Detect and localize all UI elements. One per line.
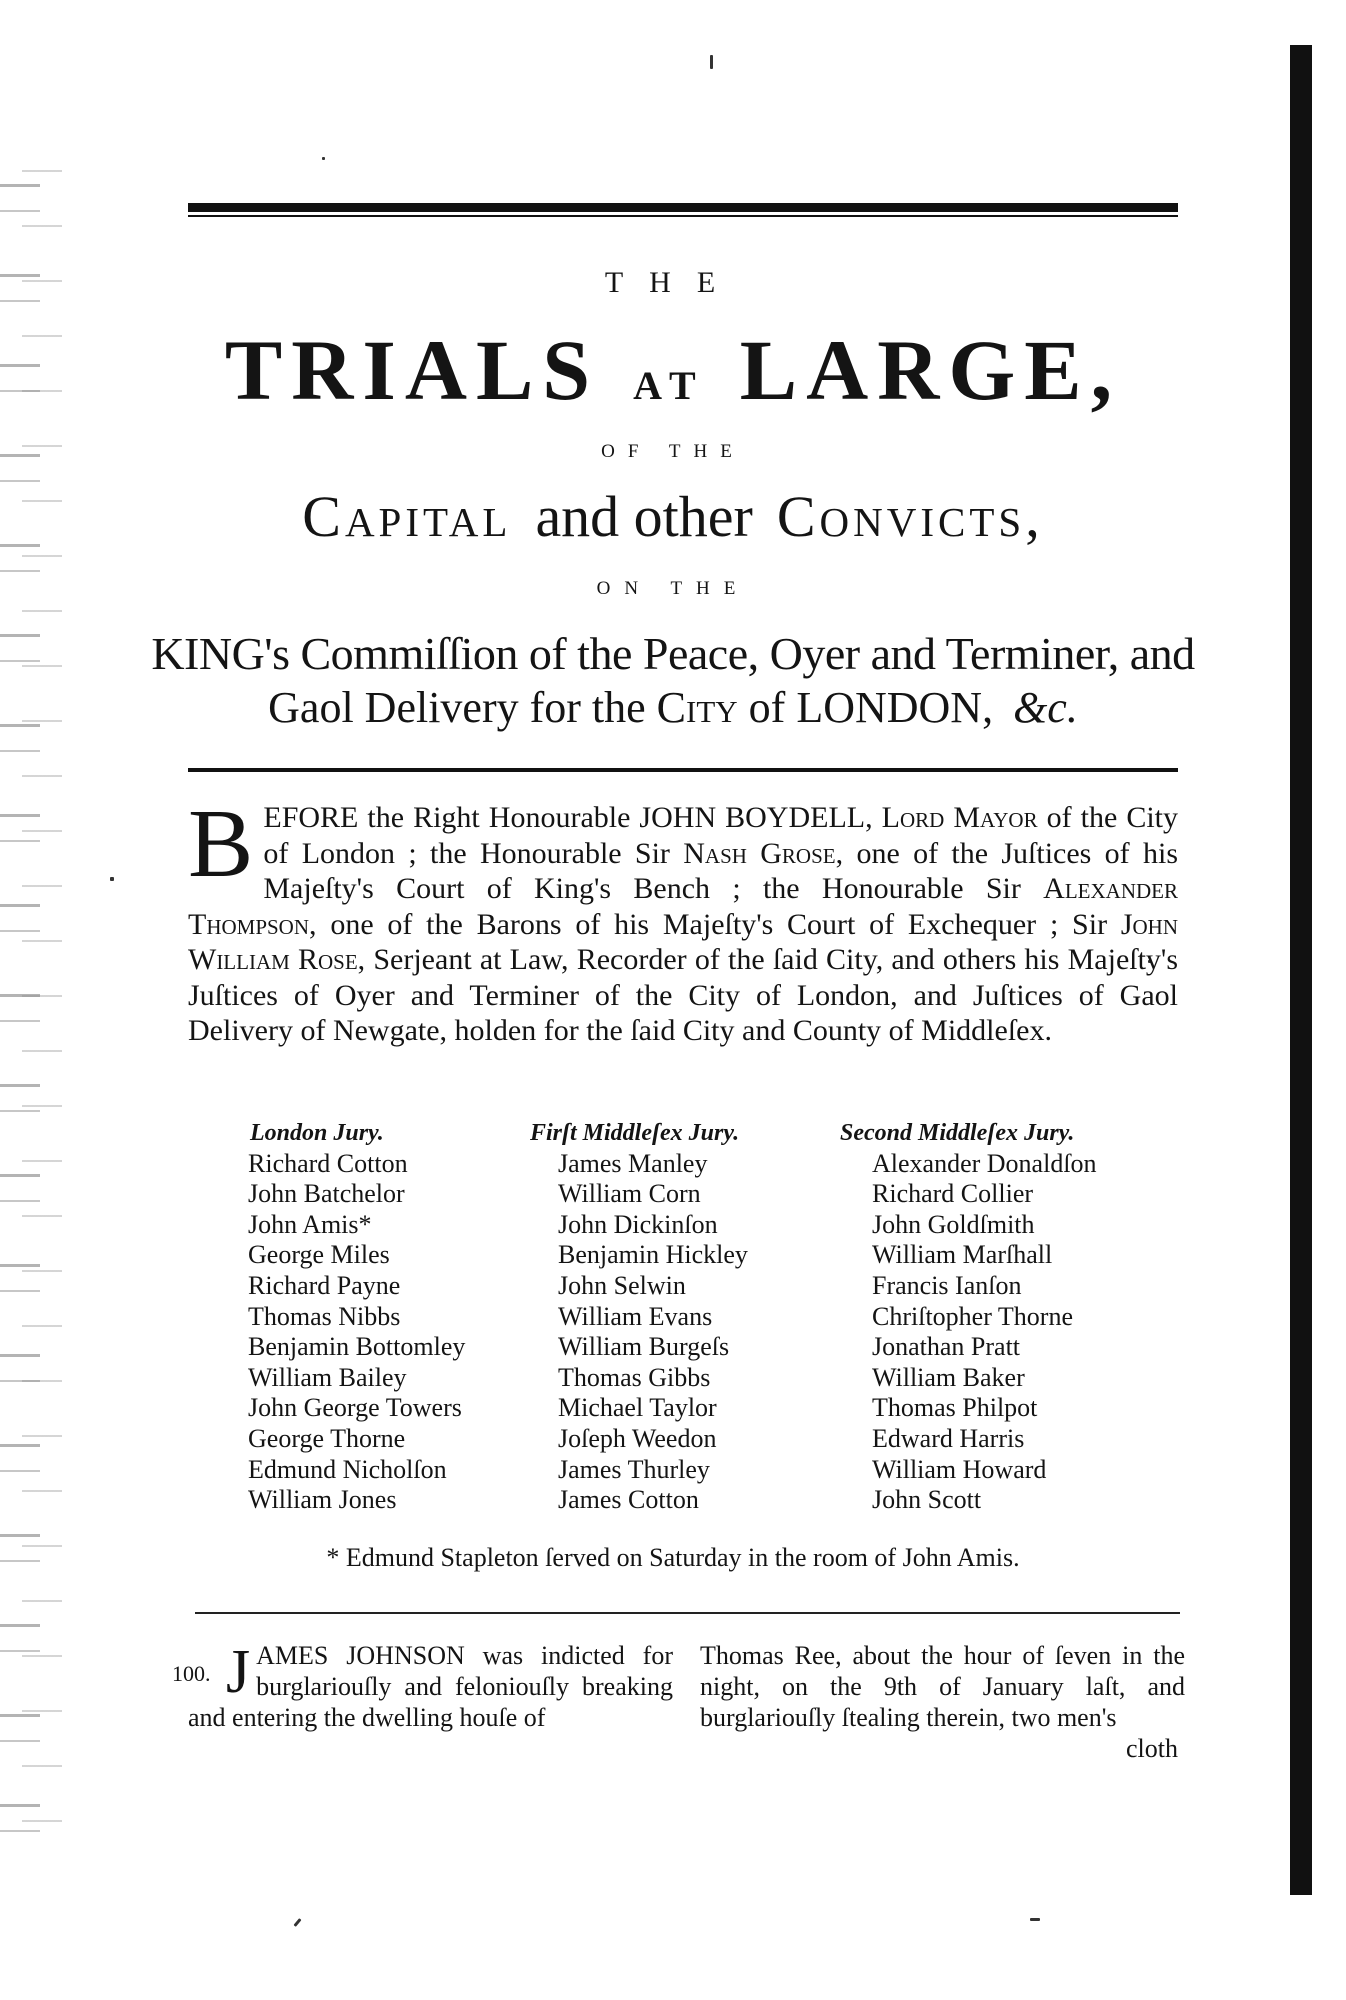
juror-name: Edmund Nicholſon (248, 1454, 447, 1484)
trial-text-left: was indicted for burglariouſly and feloniouſly breaking and entering the dwelling houſe of (188, 1641, 673, 1732)
jury-heading: Firſt Middleſex Jury. (530, 1120, 740, 1146)
scan-speck (710, 55, 713, 69)
juror-name: Chriſtopher Thorne (872, 1301, 1073, 1331)
jury-list-first-middlesex (530, 1118, 748, 1516)
juror-name: Richard Collier (872, 1179, 1034, 1209)
jury-list-second-middlesex (840, 1118, 1097, 1516)
scan-speck (293, 1918, 301, 1927)
juror-name: George Miles (248, 1240, 390, 1270)
juror-name: James Cotton (558, 1485, 699, 1515)
juror-name: Benjamin Bottomley (248, 1332, 466, 1362)
juror-name: John Goldſmith (872, 1209, 1035, 1239)
commission-etc: &c. (1013, 683, 1078, 732)
jury-footnote: * Edmund Stapleton ſerved on Saturday in the room of John Amis. (326, 1543, 1020, 1572)
trial-dropcap: J (226, 1638, 251, 1706)
juror-name: Thomas Gibbs (558, 1362, 711, 1392)
scan-speck (322, 157, 325, 160)
preamble-text: of the City of London ; the Honourable Sir (263, 801, 1179, 870)
subtitle-on-the: ON THE (596, 578, 750, 599)
preamble-text: one of the Barons of his Majeſty's Court of Exchequer ; Sir (330, 907, 1108, 941)
main-title (150, 320, 1196, 436)
commission-gaol-delivery: Gaol Delivery for the (268, 683, 646, 732)
commission-line-2 (150, 680, 1196, 736)
juror-name: William Corn (558, 1179, 701, 1209)
juror-name: Michael Taylor (558, 1393, 717, 1423)
juror-name: Joſeph Weedon (558, 1423, 717, 1453)
juror-name: John Dickinſon (558, 1209, 718, 1239)
preamble-paragraph (188, 790, 1179, 1049)
juror-name: William Howard (872, 1454, 1047, 1484)
juror-name: John Selwin (558, 1270, 686, 1300)
juror-name: Thomas Nibbs (248, 1301, 401, 1331)
preamble-text: EFORE the Right Honourable JOHN BOYDELL, (263, 801, 873, 834)
preamble-text: Serjeant at Law, Recorder of the ſaid City, and others his Majeſty's Juſtices of Oyer and Terminer of the City of London, and Juſtices of Gaol Delivery of Newgate, holden for the ſaid City and County of Middleſex. (188, 943, 1179, 1047)
preamble-alexander-thompson: Alexander Thompson, (188, 872, 1178, 941)
scan-speck (1030, 1918, 1040, 1921)
jury-heading: Second Middleſex Jury. (840, 1120, 1075, 1146)
trial-number: 100. (172, 1661, 211, 1686)
scan-margin-specks-inner (22, 150, 62, 1850)
juror-name: Thomas Philpot (872, 1393, 1038, 1423)
section-rule (188, 768, 1178, 772)
juror-name: James Thurley (558, 1454, 710, 1484)
juror-name: William Burgeſs (558, 1332, 730, 1362)
capital-word: Capital (302, 484, 512, 549)
top-double-rule (188, 203, 1178, 217)
trial-column-left (172, 1638, 673, 1733)
title-trials: TRIALS (224, 322, 600, 418)
title-large: LARGE, (739, 322, 1122, 418)
juror-name: William Baker (872, 1362, 1025, 1392)
trial-column-right (700, 1640, 1185, 1733)
juror-name: William Marſhall (872, 1240, 1053, 1270)
juror-name: George Thorne (248, 1423, 406, 1453)
title-at: AT (633, 363, 706, 408)
preamble-john-william-rose: John William Rose, (188, 907, 1179, 976)
jury-heading: London Jury. (250, 1120, 384, 1146)
juror-name: James Manley (558, 1148, 708, 1178)
title-the: THE (604, 266, 742, 299)
juror-name: John Batchelor (248, 1179, 405, 1209)
catchword: cloth (1126, 1734, 1178, 1763)
juror-name: Jonathan Pratt (872, 1332, 1021, 1362)
juror-name: William Evans (558, 1301, 713, 1331)
juror-name: John Scott (872, 1485, 982, 1515)
commission-line-1: KING's Commiſſion of the Peace, Oyer and Terminer, and (151, 628, 1195, 679)
preamble-nash-grose: Nash Grose, (683, 836, 844, 870)
subtitle-capital-convicts (150, 482, 1196, 552)
juror-name: Francis Ianſon (872, 1270, 1022, 1300)
subtitle-of-the: OF THE (601, 441, 745, 462)
scan-edge-shadow (1290, 45, 1312, 1895)
juror-name: John Amis* (248, 1209, 372, 1239)
juror-name: William Bailey (248, 1362, 407, 1392)
juror-name: Edward Harris (872, 1423, 1025, 1453)
jury-list-london (250, 1118, 465, 1516)
preamble-dropcap: B (188, 790, 254, 898)
juror-name: Benjamin Hickley (558, 1240, 748, 1270)
scan-speck (110, 877, 114, 881)
defendant-name: AMES JOHNSON (256, 1641, 465, 1670)
juror-name: Alexander Donaldſon (872, 1148, 1097, 1178)
commission-city: City (656, 683, 738, 732)
commission-of-london: of LONDON, (748, 683, 994, 732)
preamble-text: one of the Juſtices of his Majeſty's Court of King's Bench ; the Honourable Sir (263, 836, 1178, 905)
juror-name: William Jones (248, 1485, 397, 1515)
juror-name: John George Towers (248, 1393, 462, 1423)
preamble-lord-mayor: Lord Mayor (881, 801, 1038, 834)
juror-name: Richard Cotton (248, 1148, 408, 1178)
trial-separator-rule (195, 1612, 1180, 1614)
and-other-words: and other (535, 484, 753, 549)
juror-name: Richard Payne (248, 1270, 401, 1300)
trial-text-right: Thomas Ree, about the hour of ſeven in the night, on the 9th of January laſt, and burglariouſly ſtealing therein, two men's (700, 1641, 1185, 1732)
convicts-word: Convicts, (776, 484, 1044, 549)
